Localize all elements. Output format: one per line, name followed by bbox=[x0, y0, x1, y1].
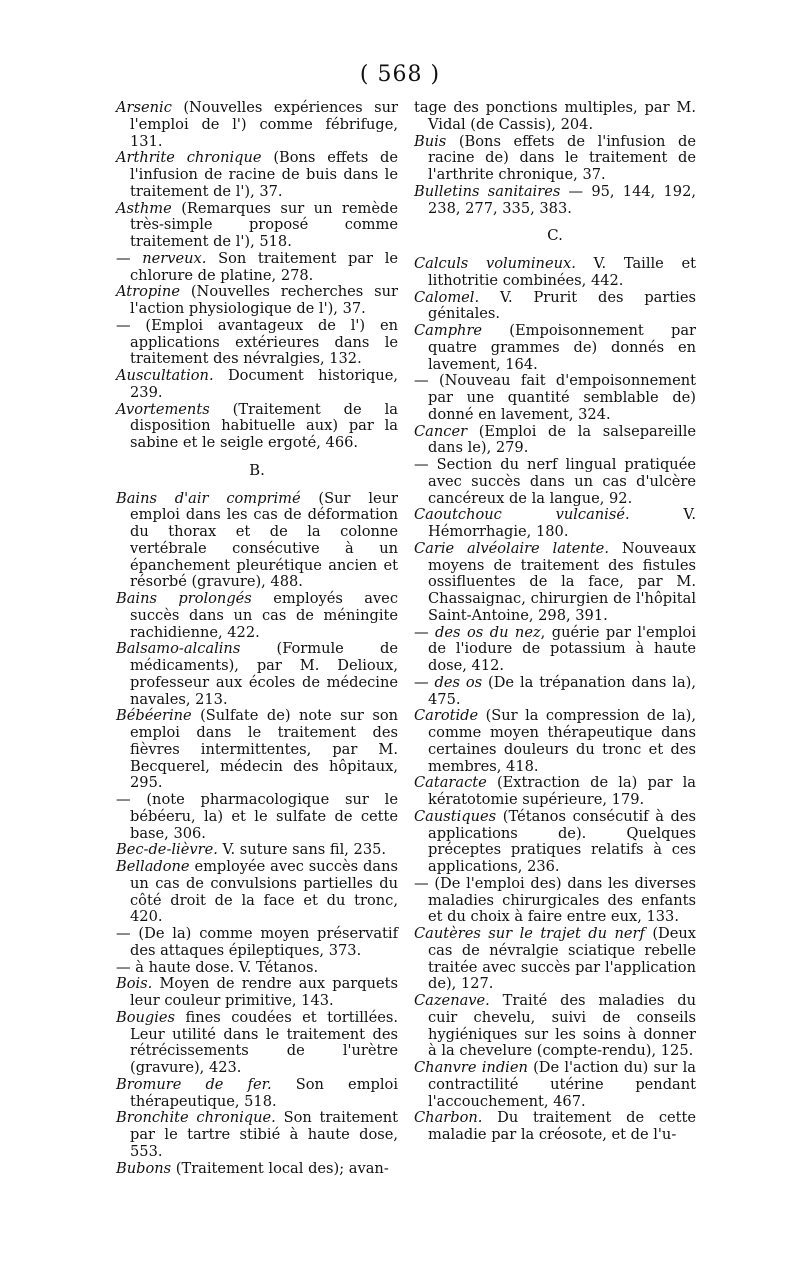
entry-text: — (De l'emploi des) dans les diverses maladies chirurgicales des enfants et du choix à faire entre eux, 133. bbox=[414, 874, 696, 926]
entry-term: Bromure de fer. bbox=[116, 1075, 272, 1093]
entry-text: (Bons effets de l'infusion de racine de) dans le traitement de l'arthrite chronique, 37. bbox=[428, 132, 696, 183]
index-entry bbox=[116, 842, 398, 859]
entry-text: — à haute dose. V. Tétanos. bbox=[116, 958, 319, 976]
index-entry bbox=[116, 491, 398, 592]
index-entry bbox=[414, 809, 696, 876]
entry-term: Buis bbox=[414, 132, 447, 150]
entry-term: Arsenic bbox=[116, 99, 172, 116]
entry-text: (Bons effets de l'infusion de racine de buis dans le traitement de l'), 37. bbox=[130, 149, 399, 200]
index-entry bbox=[414, 993, 696, 1060]
entry-text: Moyen de rendre aux parquets leur couleur primitive, 143. bbox=[130, 975, 398, 1009]
entry-term: — nerveux. bbox=[116, 249, 207, 267]
index-entry bbox=[116, 792, 398, 842]
entry-text: Document historique, 239. bbox=[130, 367, 398, 401]
index-entry bbox=[116, 591, 398, 641]
page-number: ( 568 ) bbox=[359, 62, 441, 87]
entry-text: (Emploi de la salsepareille dans le), 279. bbox=[428, 422, 696, 457]
entry-text: employée avec succès dans un cas de convulsions partielles du côté droit de la face et du tronc, 420. bbox=[130, 858, 398, 926]
index-entry bbox=[116, 1161, 398, 1178]
index-entry bbox=[116, 251, 398, 285]
entry-text: Traité des maladies du cuir chevelu, suivi de conseils hygiéniques sur les soins à donner à la chevelure (compte-rendu), 125. bbox=[428, 992, 696, 1060]
index-entry bbox=[414, 1110, 696, 1144]
index-entry bbox=[116, 100, 398, 150]
index-entry bbox=[414, 256, 696, 290]
entry-term: Bulletins sanitaires bbox=[414, 182, 561, 200]
entry-text: tage des ponctions multiples, par M. Vidal (de Cassis), 204. bbox=[414, 99, 696, 133]
index-column-right bbox=[414, 100, 696, 1144]
entry-term: Cazenave. bbox=[414, 992, 490, 1009]
entry-text: Son emploi thérapeutique, 518. bbox=[130, 1075, 398, 1110]
entry-term: Avortements bbox=[116, 400, 210, 418]
index-entry bbox=[116, 150, 398, 200]
entry-term: Charbon. bbox=[414, 1109, 483, 1127]
entry-term: Carie alvéolaire latente. bbox=[414, 539, 609, 557]
index-entry bbox=[414, 323, 696, 373]
entry-text: employés avec succès dans un cas de méningite rachidienne, 422. bbox=[130, 590, 398, 641]
section-letter: C. bbox=[547, 226, 563, 245]
entry-term: Bougies bbox=[116, 1008, 176, 1026]
entry-term: Calomel. bbox=[414, 288, 480, 306]
index-entry bbox=[116, 284, 398, 318]
entry-term: Calculs volumineux. bbox=[414, 255, 576, 272]
entry-term: Balsamo-alcalins bbox=[116, 640, 241, 658]
entry-text: V. Hémorrhagie, 180. bbox=[428, 506, 696, 540]
entry-term: Cancer bbox=[414, 422, 468, 440]
index-entry bbox=[414, 184, 696, 218]
entry-text: (Tétanos consécutif à des applications de). Quelques préceptes pratiques relatifs à ces applications, 236. bbox=[428, 807, 696, 875]
section-letter: B. bbox=[249, 460, 265, 479]
index-entry bbox=[116, 859, 398, 926]
entry-term: Bronchite chronique. bbox=[116, 1109, 276, 1127]
index-entry bbox=[116, 402, 398, 452]
entry-term: Bec-de-lièvre. bbox=[116, 841, 218, 859]
index-entry bbox=[116, 641, 398, 708]
index-entry bbox=[414, 1060, 696, 1110]
index-entry bbox=[116, 368, 398, 402]
entry-text: (Traitement local des); avan- bbox=[171, 1159, 389, 1177]
entry-term: Arthrite chronique bbox=[116, 149, 262, 167]
entry-text: Son traitement par le chlorure de platine, 278. bbox=[130, 249, 398, 284]
entry-term: Camphre bbox=[414, 322, 483, 339]
index-entry bbox=[116, 1110, 398, 1160]
entry-term: Bains prolongés bbox=[116, 590, 252, 607]
entry-text: (Nouvelles recherches sur l'action physiologique de l'), 37. bbox=[130, 283, 398, 317]
index-entry bbox=[116, 976, 398, 1010]
entry-text: (Deux cas de névralgie sciatique rebelle traitée avec succès par l'application de), 127. bbox=[428, 925, 696, 993]
index-entry bbox=[116, 318, 398, 368]
entry-term: Bois. bbox=[116, 975, 153, 993]
index-entry bbox=[116, 201, 398, 251]
entry-term: Bubons bbox=[116, 1159, 172, 1177]
entry-term: Bébéerine bbox=[116, 707, 192, 725]
entry-text: V. suture sans fil, 235. bbox=[217, 841, 387, 859]
entry-text: (Sur la compression de la), comme moyen thérapeutique dans certaines douleurs du tronc et des membres, 418. bbox=[428, 707, 696, 775]
entry-term: Cataracte bbox=[414, 774, 487, 792]
index-entry bbox=[414, 424, 696, 458]
entry-term: Atropine bbox=[116, 283, 180, 301]
entry-term: Bains d'air comprimé bbox=[116, 489, 301, 507]
index-entry bbox=[414, 457, 696, 507]
index-entry bbox=[414, 675, 696, 709]
index-column-left bbox=[116, 100, 398, 1177]
index-entry bbox=[414, 708, 696, 775]
entry-text: (Empoisonnement par quatre grammes de) donnés en lavement, 164. bbox=[428, 322, 696, 373]
entry-text: (De l'action du) sur la contractilité utérine pendant l'accouchement, 467. bbox=[428, 1059, 696, 1110]
index-entry bbox=[414, 541, 696, 625]
entry-text: (Nouvelles expériences sur l'emploi de l') comme fébrifuge, 131. bbox=[130, 99, 398, 150]
entry-text: Nouveaux moyens de traitement des fistules ossifluentes de la face, par M. Chassaignac, chirurgien de l'hôpital Saint-Antoine, 298, 391. bbox=[428, 539, 696, 624]
index-entry bbox=[414, 775, 696, 809]
index-entry bbox=[414, 926, 696, 993]
index-entry bbox=[414, 290, 696, 324]
entry-term: Belladone bbox=[116, 858, 190, 875]
entry-text: (Traitement de la disposition habituelle aux) par la sabine et le seigle ergoté, 466. bbox=[130, 400, 398, 451]
entry-text: (Formule de médicaments), par M. Delioux, professeur aux écoles de médecine navales, 213. bbox=[130, 640, 398, 708]
entry-text: Du traitement de cette maladie par la créosote, et de l'u- bbox=[428, 1109, 696, 1143]
entry-text: (De la trépanation dans la), 475. bbox=[428, 673, 696, 708]
entry-text: (Sur leur emploi dans les cas de déformation du thorax et de la colonne vertébrale consécutive à un épanchement pleurétique ancien et résorbé (gravure), 488. bbox=[130, 489, 398, 591]
entry-term: — des os du nez bbox=[414, 623, 541, 641]
index-entry bbox=[414, 100, 696, 134]
entry-text: (Extraction de la) par la kératotomie supérieure, 179. bbox=[428, 774, 696, 808]
index-entry bbox=[414, 625, 696, 675]
index-entry bbox=[116, 1010, 398, 1077]
index-entry bbox=[414, 876, 696, 926]
entry-text: , guérie par l'emploi de l'iodure de potassium à haute dose, 412. bbox=[428, 623, 696, 674]
entry-term: Caustiques bbox=[414, 807, 497, 825]
index-entry bbox=[414, 507, 696, 541]
entry-term: Caoutchouc vulcanisé. bbox=[414, 506, 630, 524]
entry-term: Auscultation. bbox=[116, 367, 214, 384]
entry-text: — (De la) comme moyen préservatif des attaques épileptiques, 373. bbox=[116, 925, 398, 959]
entry-text: V. Taille et lithotritie combinées, 442. bbox=[428, 255, 697, 289]
entry-term: — des os bbox=[414, 673, 483, 691]
entry-term: Cautères sur le trajet du nerf bbox=[414, 925, 645, 942]
entry-text: — (Nouveau fait d'empoisonnement par une quantité semblable de) donné en lavement, 324. bbox=[414, 372, 696, 423]
entry-text: — 95, 144, 192, 238, 277, 335, 383. bbox=[428, 182, 696, 217]
index-entry bbox=[414, 373, 696, 423]
entry-text: Son traitement par le tartre stibié à haute dose, 553. bbox=[130, 1109, 398, 1160]
entry-text: (Remarques sur un remède très-simple proposé comme traitement de l'), 518. bbox=[130, 199, 398, 250]
entry-text: fines coudées et tortillées. Leur utilité dans le traitement des rétrécissements de l'urètre (gravure), 423. bbox=[130, 1008, 398, 1076]
entry-text: — (Emploi avantageux de l') en applications extérieures dans le traitement des névralgies, 132. bbox=[116, 316, 398, 368]
entry-text: V. Prurit des parties génitales. bbox=[428, 288, 696, 323]
entry-text: — Section du nerf lingual pratiquée avec succès dans un cas d'ulcère cancéreux de la langue, 92. bbox=[414, 456, 696, 507]
entry-term: Chanvre indien bbox=[414, 1059, 528, 1076]
index-entry bbox=[414, 134, 696, 184]
index-entry bbox=[116, 926, 398, 960]
entry-text: — (note pharmacologique sur le bébéeru, la) et le sulfate de cette base, 306. bbox=[116, 791, 398, 842]
entry-term: Carotide bbox=[414, 707, 479, 725]
index-entry bbox=[116, 960, 398, 977]
index-entry bbox=[116, 1077, 398, 1111]
entry-term: Asthme bbox=[116, 199, 172, 217]
entry-text: (Sulfate de) note sur son emploi dans le traitement des fièvres intermittentes, par M. Becquerel, médecin des hôpitaux, 295. bbox=[130, 707, 398, 792]
index-entry bbox=[116, 708, 398, 792]
